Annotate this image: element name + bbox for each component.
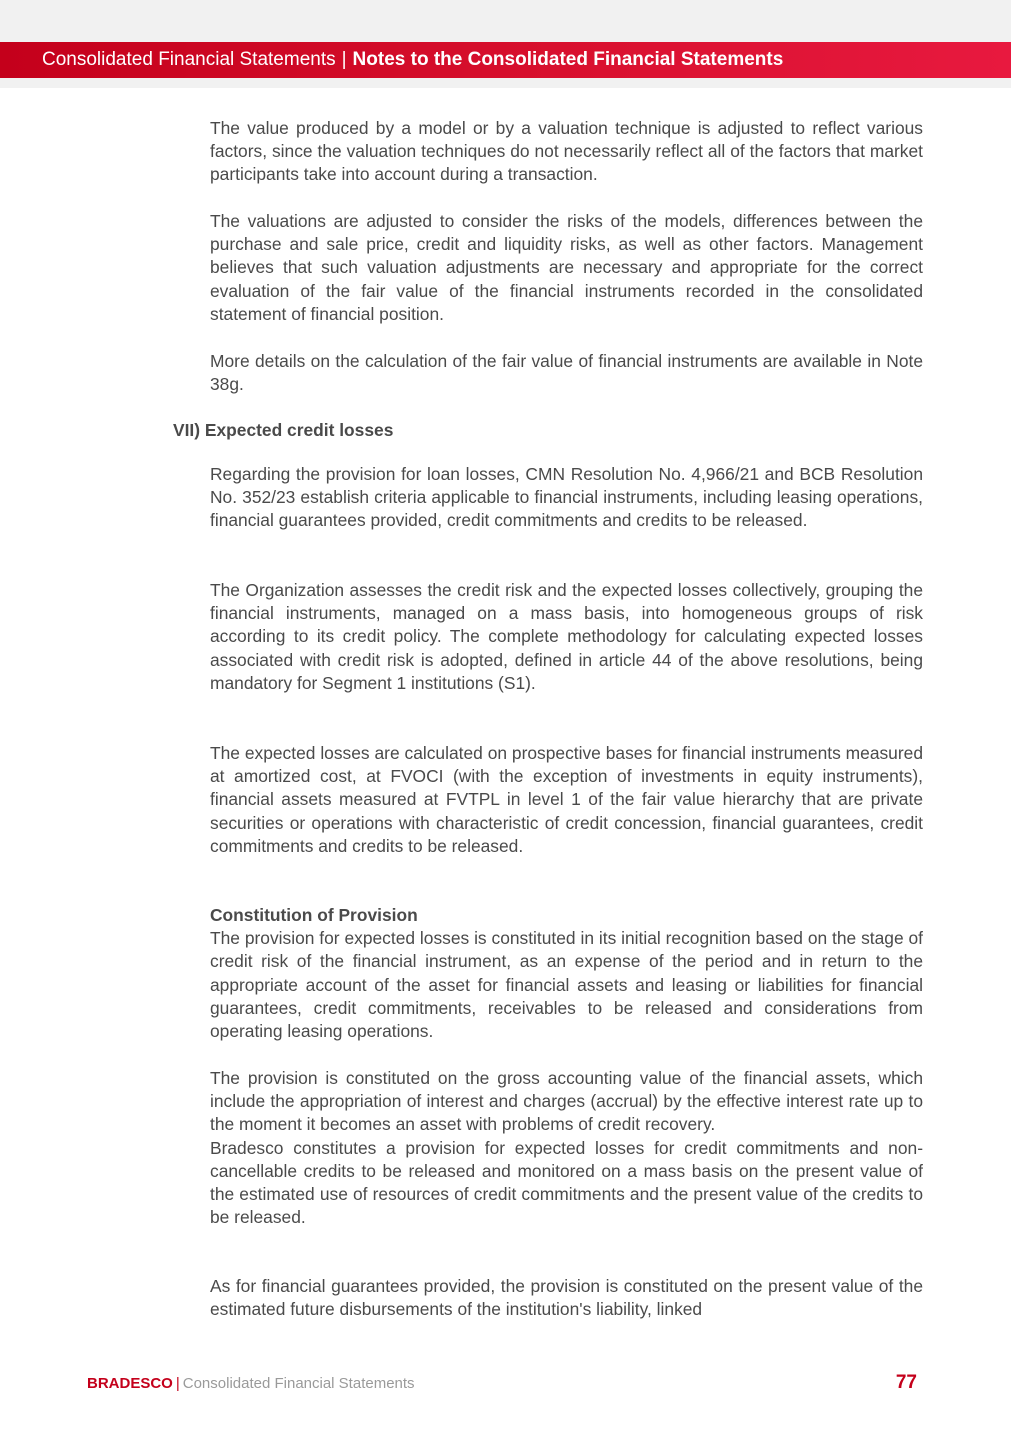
- paragraph-prospective-bases: The expected losses are calculated on prospective bases for financial instruments measured at amortized cost, at FVOCI (with the exception of investments in equity instruments), financial assets measured at FVTPL in level 1 of the fair value hierarchy that are private securities or operations with characteristic of credit concession, financial guarantees, credit commitments and credits to be released.: [210, 743, 923, 856]
- page-footer: [87, 1373, 415, 1395]
- header-separator: |: [341, 49, 347, 70]
- header-title: Notes to the Consolidated Financial Statements: [352, 49, 784, 70]
- header-section: Consolidated Financial Statements: [42, 49, 336, 70]
- footer-document-title: Consolidated Financial Statements: [182, 1375, 415, 1392]
- footer-separator: |: [175, 1375, 180, 1392]
- footer-brand: BRADESCO: [87, 1375, 173, 1392]
- paragraph-valuation-adjustment: The value produced by a model or by a valuation technique is adjusted to reflect various factors, since the valuation techniques do not necessarily reflect all of the factors that market participants take into account during a transaction.: [210, 118, 923, 185]
- top-margin-strip: [0, 0, 1011, 42]
- paragraph-credit-commitments: Bradesco constitutes a provision for expected losses for credit commitments and non-cancellable credits to be released and monitored on a mass basis on the present value of the estimated use of resources of credit commitments and the present value of the credits to be released.: [210, 1137, 923, 1228]
- paragraph-provision-regulation: Regarding the provision for loan losses, CMN Resolution No. 4,966/21 and BCB Resolution No. 352/23 establish criteria applicable to financial instruments, including leasing operations, financial guarantees provided, credit commitments and credits to be released.: [210, 464, 923, 531]
- provision-gross-block: [210, 1067, 923, 1229]
- header-text: [42, 42, 783, 78]
- paragraph-initial-recognition: The provision for expected losses is constituted in its initial recognition based on the stage of credit risk of the financial instrument, as an expense of the period and in return to the appropriate account of the asset for financial assets and leasing or liabilities for financial guarantees, credit commitments, receivables to be released and considerations from operating leasing operations.: [210, 928, 923, 1042]
- page-header: [0, 42, 1011, 78]
- sub-heading-constitution-of-provision: Constitution of Provision: [210, 905, 418, 925]
- paragraph-gross-accounting-value: The provision is constituted on the gross accounting value of the financial assets, which include the appropriation of interest and charges (accrual) by the effective interest rate up to the moment it becomes an asset with problems of credit recovery.: [210, 1068, 923, 1135]
- paragraph-financial-guarantees: As for financial guarantees provided, the provision is constituted on the present value of the estimated future disbursements of the institution's liability, linked: [210, 1276, 923, 1320]
- header-underline-strip: [0, 78, 1011, 88]
- paragraph-valuation-risks: The valuations are adjusted to consider the risks of the models, differences between the purchase and sale price, credit and liquidity risks, as well as other factors. Management believes that such valuation adjustments are necessary and appropriate for the correct evaluation of the fair value of the financial instruments recorded in the consolidated statement of financial position.: [210, 211, 923, 324]
- page-number: 77: [895, 1372, 917, 1393]
- constitution-block: [210, 904, 923, 1043]
- paragraph-collective-assessment: The Organization assesses the credit risk and the expected losses collectively, grouping the financial instruments, managed on a mass basis, into homogeneous groups of risk according to its credit policy. The complete methodology for calculating expected losses associated with credit risk is adopted, defined in article 44 of the above resolutions, being mandatory for Segment 1 institutions (S1).: [210, 580, 923, 693]
- paragraph-fair-value-details: More details on the calculation of the fair value of financial instruments are available in Note 38g.: [210, 351, 923, 395]
- section-heading-expected-credit-losses: VII) Expected credit losses: [173, 420, 394, 440]
